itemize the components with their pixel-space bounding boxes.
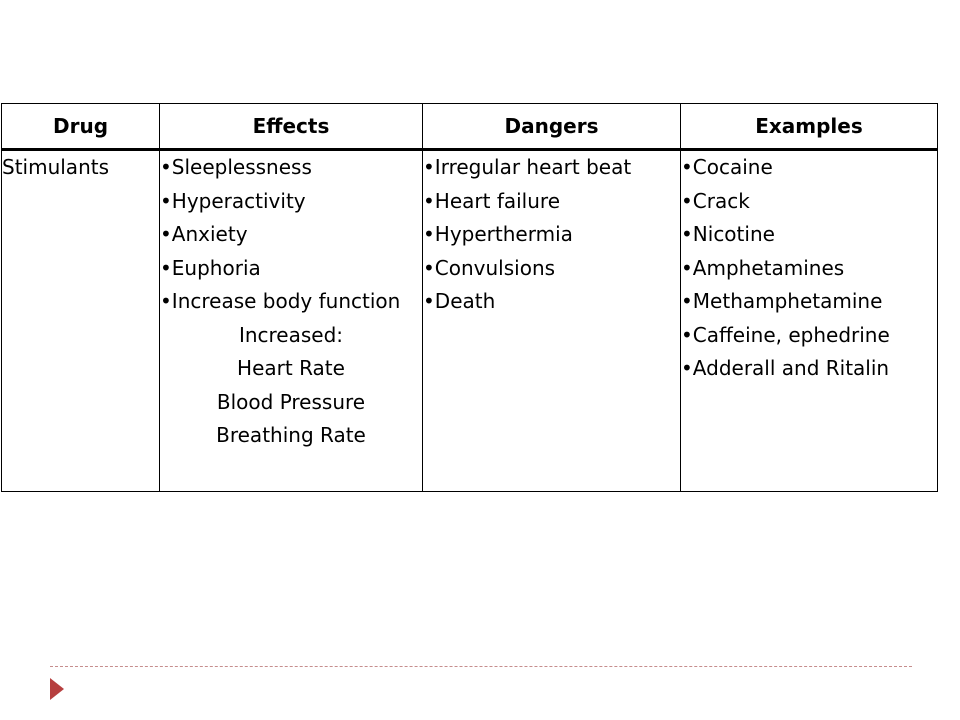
list-item: Breathing Rate — [216, 423, 366, 447]
list-item: Blood Pressure — [216, 389, 366, 414]
list-item: • Caffeine, ephedrine — [681, 319, 937, 353]
footer-divider — [50, 666, 912, 667]
effects-cell — [160, 150, 423, 492]
drug-table — [1, 103, 938, 492]
dangers-cell — [423, 150, 681, 492]
list-item: • Death — [423, 285, 680, 319]
list-item: • Hyperactivity — [160, 185, 422, 219]
list-item: • Convulsions — [423, 252, 680, 286]
header-examples: Examples — [681, 104, 938, 150]
list-item: Increased: — [238, 322, 344, 347]
dangers-list — [423, 151, 680, 319]
examples-list — [681, 151, 937, 386]
header-effects: Effects — [160, 104, 423, 150]
list-item: • Hyperthermia — [423, 218, 680, 252]
examples-cell — [681, 150, 938, 492]
effects-list — [160, 151, 422, 319]
list-item: • Adderall and Ritalin — [681, 352, 937, 386]
list-item: • Increase body function — [160, 285, 422, 319]
header-dangers: Dangers — [423, 104, 681, 150]
list-item: • Anxiety — [160, 218, 422, 252]
drug-cell: Stimulants — [2, 150, 160, 492]
list-item: • Cocaine — [681, 151, 937, 185]
list-item: • Irregular heart beat — [423, 151, 680, 185]
list-item: • Nicotine — [681, 218, 937, 252]
list-item: • Amphetamines — [681, 252, 937, 286]
table-row — [2, 150, 938, 492]
list-item: • Euphoria — [160, 252, 422, 286]
increased-list — [160, 319, 422, 453]
list-item: • Sleeplessness — [160, 151, 422, 185]
header-drug: Drug — [2, 104, 160, 150]
list-item: • Heart failure — [423, 185, 680, 219]
header-row — [2, 104, 938, 150]
list-item: • Crack — [681, 185, 937, 219]
triangle-right-icon — [50, 678, 64, 700]
list-item: Heart Rate — [237, 356, 345, 380]
list-item: • Methamphetamine — [681, 285, 937, 319]
